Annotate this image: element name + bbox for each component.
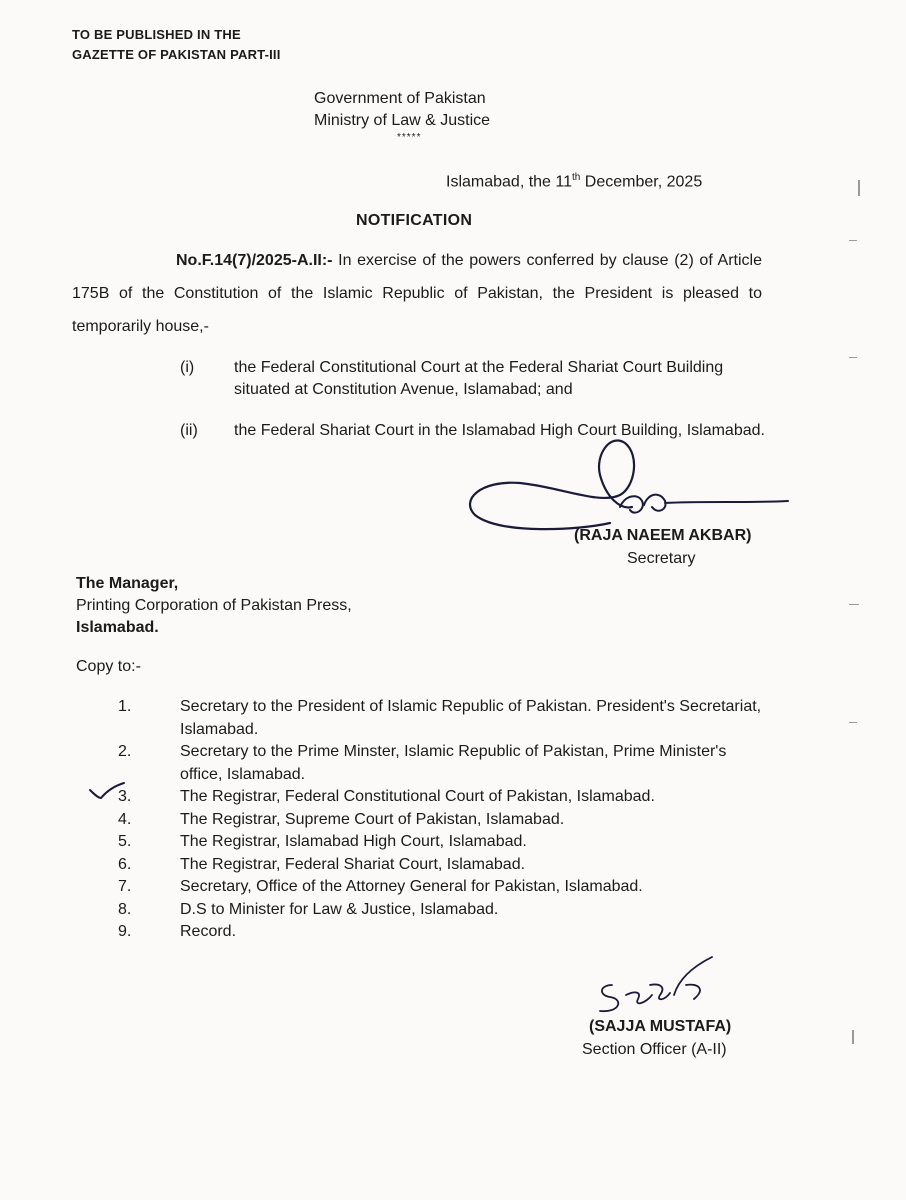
addressee-title: The Manager, [76, 575, 179, 592]
scan-mark [852, 1030, 854, 1044]
list-item [112, 854, 772, 877]
issue-date [446, 172, 702, 191]
list-item-number: 4. [118, 810, 132, 828]
list-item-text: The Registrar, Federal Shariat Court, Islamabad. [180, 855, 526, 873]
check-mark-icon [88, 780, 128, 802]
signatory-2-designation: Section Officer (A-II) [582, 1041, 727, 1058]
scan-mark [849, 357, 857, 358]
notification-title: NOTIFICATION [356, 212, 473, 229]
list-item [112, 876, 772, 899]
date-ordinal-suffix: th [572, 172, 581, 183]
list-item [112, 741, 772, 786]
addressee-block [76, 573, 352, 639]
scan-mark [858, 180, 860, 196]
list-item-text: Secretary to the Prime Minster, Islamic Republic of Pakistan, Prime Minister's office, Islamabad. [180, 743, 727, 783]
list-item [112, 696, 772, 741]
list-item-text: The Registrar, Supreme Court of Pakistan, Islamabad. [180, 810, 565, 828]
ministry-name: Ministry of Law & Justice [314, 112, 491, 129]
list-item-text: Secretary to the President of Islamic Republic of Pakistan. President's Secretariat, Islamabad. [180, 698, 762, 738]
scan-mark [849, 722, 857, 723]
signatory-1-designation: Secretary [627, 550, 696, 567]
list-item-number: 2. [118, 743, 132, 760]
list-item-text: The Registrar, Islamabad High Court, Islamabad. [180, 833, 527, 850]
list-item [112, 786, 772, 809]
notification-body [72, 244, 762, 343]
list-item-text: The Registrar, Federal Constitutional Court of Pakistan, Islamabad. [180, 788, 655, 805]
date-rest: December, 2025 [580, 173, 703, 191]
gazette-heading [72, 25, 281, 65]
list-item-number: 6. [118, 855, 132, 873]
gazette-line-1: TO BE PUBLISHED IN THE [72, 27, 241, 42]
list-item [112, 899, 772, 922]
clause-number: (i) [180, 359, 195, 376]
scan-mark [849, 604, 859, 605]
list-item-number: 3. [118, 788, 132, 805]
list-item [112, 921, 772, 944]
list-item-number: 9. [118, 923, 132, 940]
government-name: Government of Pakistan [314, 90, 486, 107]
notification-number: No.F.14(7)/2025-A.II:- [176, 252, 333, 269]
gazette-line-2: GAZETTE OF PAKISTAN PART-III [72, 47, 281, 62]
clause-text: the Federal Shariat Court in the Islamabad High Court Building, Islamabad. [234, 422, 765, 439]
notification-text: In exercise of the powers conferred by clause (2) of Article 175B of the Constitution of the Islamic Republic of Pakistan, the President is pleased to temporarily house,- [72, 252, 762, 335]
copy-to-list [112, 696, 772, 944]
issuing-authority [314, 88, 490, 132]
signatory-2-name: (SAJJA MUSTAFA) [589, 1018, 732, 1035]
list-item-number: 1. [118, 698, 132, 715]
clause-text: the Federal Constitutional Court at the Federal Shariat Court Building situated at Constitution Avenue, Islamabad; and [234, 359, 724, 398]
signature-section-officer [590, 955, 730, 1025]
addressee-city: Islamabad. [76, 619, 159, 636]
list-item-number: 8. [118, 900, 132, 918]
addressee-organisation: Printing Corporation of Pakistan Press, [76, 597, 352, 614]
list-item [112, 809, 772, 832]
list-item-text: Secretary, Office of the Attorney General for Pakistan, Islamabad. [180, 878, 643, 895]
signatory-1-name: (RAJA NAEEM AKBAR) [574, 527, 752, 544]
list-item-number: 5. [118, 833, 132, 850]
separator-stars: ***** [397, 132, 422, 143]
clause-number: (ii) [180, 422, 198, 439]
list-item [112, 831, 772, 854]
copy-to-label: Copy to:- [76, 658, 141, 675]
scan-mark [849, 240, 857, 241]
date-prefix: Islamabad, the 11 [446, 173, 573, 191]
clause-item [180, 357, 780, 401]
list-item-text: Record. [180, 923, 237, 940]
list-item-text: D.S to Minister for Law & Justice, Islamabad. [180, 900, 499, 918]
list-item-number: 7. [118, 878, 132, 895]
